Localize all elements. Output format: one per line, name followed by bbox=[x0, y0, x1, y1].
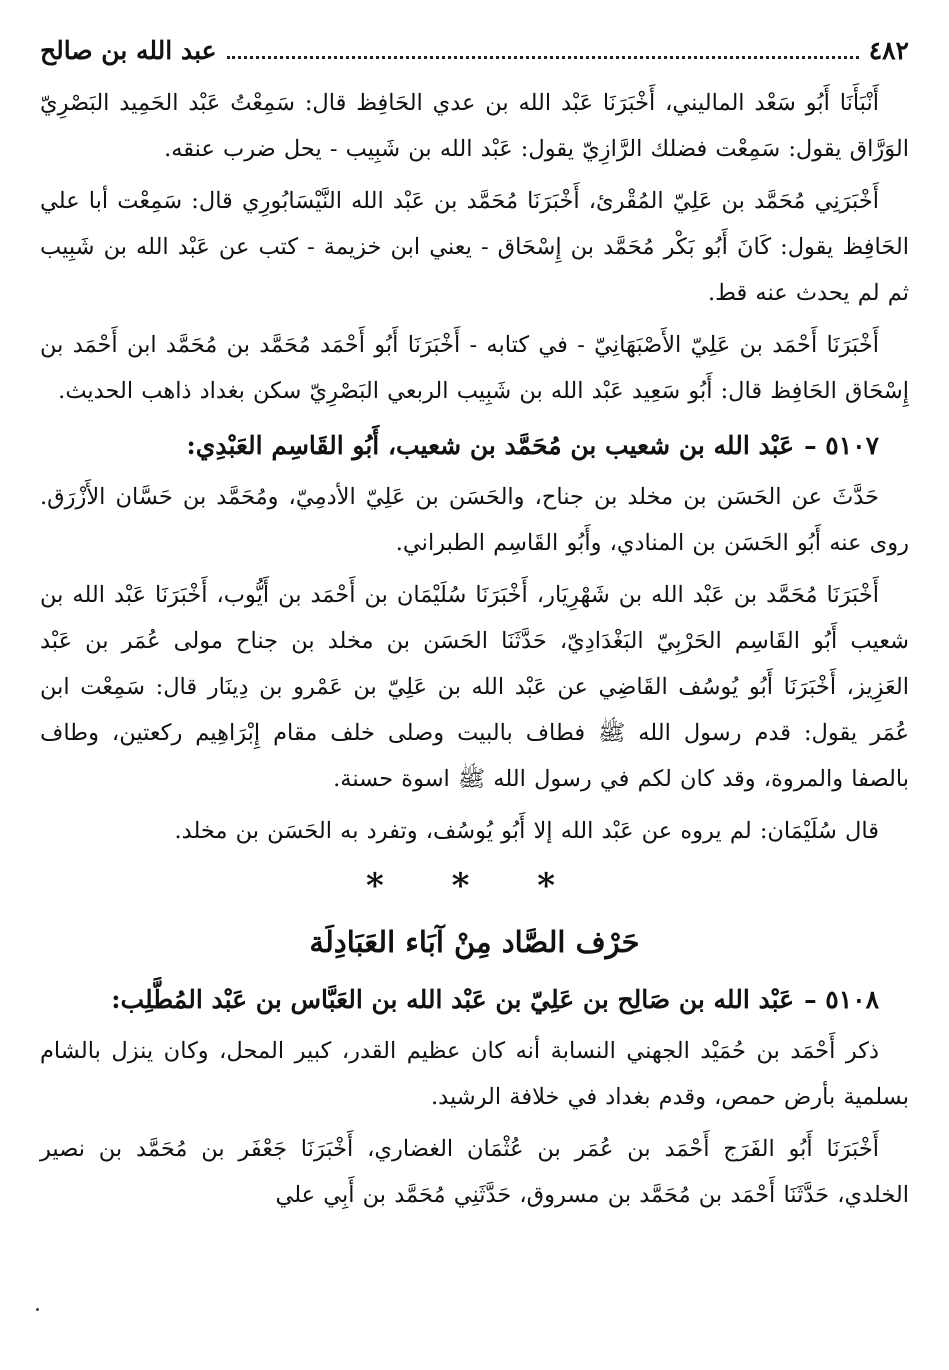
running-header bbox=[40, 36, 909, 76]
header-dot-leader bbox=[227, 56, 859, 59]
paragraph-5: أَخْبَرَنَا مُحَمَّد بن عَبْد الله بن شَهْرِيَار، أَخْبَرَنَا سُلَيْمَان بن أَحْمَد بن أَيُّوب، أَخْبَرَنَا عَبْد الله بن شعيب أَبُو القَاسِم الحَرْبِيّ البَغْدَادِيّ، حَدَّثَنَا الحَسَن بن مخلد بن جناح مولى عُمَر بن عَبْد العَزِيز، أَخْبَرَنَا أَبُو يُوسُف القَاضِي عن عَبْد الله بن عَلِيّ بن عَمْرو بن دِينَار قال: سَمِعْت ابن عُمَر يقول: قدم رسول الله ﷺ فطاف بالبيت وصلى خلف مقام إِبْرَاهِيم ركعتين، وطاف بالصفا والمروة، وقد كان لكم في رسول الله ﷺ اسوة حسنة. bbox=[40, 582, 909, 792]
entry-heading-5108 bbox=[40, 976, 909, 1024]
paragraph-3: أَخْبَرَنَا أَحْمَد بن عَلِيّ الأَصْبَهَانِيّ - في كتابه - أَخْبَرَنَا أَبُو أَحْمَد مُحَمَّد بن مُحَمَّد ابن أَحْمَد بن إِسْحَاق الحَافِظ قال: أَبُو سَعِيد عَبْد الله بن شَبِيب الربعي البَصْرِيّ سكن بغداد ذاهب الحديث. bbox=[40, 332, 909, 404]
paragraph-4: حَدَّثَ عن الحَسَن بن مخلد بن جناح، والحَسَن بن عَلِيّ الأدمِيّ، ومُحَمَّد بن حَسَّان الأَزْرَق. روى عنه أَبُو الحَسَن بن المنادي، وأَبُو القَاسِم الطبراني. bbox=[40, 484, 909, 556]
section-separator-stars: * * * bbox=[365, 866, 583, 906]
paragraph-6: قال سُلَيْمَان: لم يروه عن عَبْد الله إلا أَبُو يُوسُف، وتفرد به الحَسَن بن مخلد. bbox=[174, 818, 879, 844]
entry-title-5108: عَبْد الله بن صَالِح بن عَلِيّ بن عَبْد الله بن العَبَّاس بن عَبْد المُطَّلِب: bbox=[111, 985, 795, 1014]
entry-number-5108: ٥١٠٨ – bbox=[804, 985, 879, 1014]
margin-dot bbox=[36, 1308, 39, 1311]
entry-number-5107: ٥١٠٧ – bbox=[804, 431, 879, 460]
section-title: حَرْف الصَّاد مِنْ آبَاء العَبَادِلَة bbox=[309, 925, 640, 959]
running-title: عبد الله بن صالح bbox=[40, 36, 217, 65]
paragraph-8: أَخْبَرَنَا أَبُو الفَرَج أَحْمَد بن عُمَر بن عُثْمَان الغضاري، أَخْبَرَنَا جَعْفَر بن مُحَمَّد بن نصير الخلدي، حَدَّثَنَا أَحْمَد بن مُحَمَّد بن مسروق، حَدَّثَنِي مُحَمَّد بن أَبِي علي bbox=[40, 1136, 909, 1208]
entry-title-5107: عَبْد الله بن شعيب بن مُحَمَّد بن شعيب، أَبُو القَاسِم العَبْدِي: bbox=[186, 431, 795, 460]
book-page bbox=[40, 36, 909, 1350]
paragraph-2: أَخْبَرَنِي مُحَمَّد بن عَلِيّ المُقْرئ، أَخْبَرَنَا مُحَمَّد بن عَبْد الله النَّيْسَابُورِي قال: سَمِعْت أبا علي الحَافِظ يقول: كَانَ أَبُو بَكْر مُحَمَّد بن إِسْحَاق - يعني ابن خزيمة - كتب عن عَبْد الله بن شَبِيب ثم لم يحدث عنه قط. bbox=[40, 188, 909, 306]
paragraph-7: ذكر أَحْمَد بن حُمَيْد الجهني النسابة أنه كان عظيم القدر، كبير المحل، وكان ينزل بالشام بسلمية بأرض حمص، وقدم بغداد في خلافة الرشيد. bbox=[40, 1038, 909, 1110]
entry-heading-5107 bbox=[40, 422, 909, 470]
paragraph-1: أَنْبَأَنَا أَبُو سَعْد الماليني، أَخْبَرَنَا عَبْد الله بن عدي الحَافِظ قال: سَمِعْتُ عَبْد الحَمِيد البَصْرِيّ الوَرَّاق يقول: سَمِعْت فضلك الرَّازِيّ يقول: عَبْد الله بن شَبِيب - يحل ضرب عنقه. bbox=[40, 90, 909, 162]
page-number: ٤٨٢ bbox=[868, 36, 909, 65]
